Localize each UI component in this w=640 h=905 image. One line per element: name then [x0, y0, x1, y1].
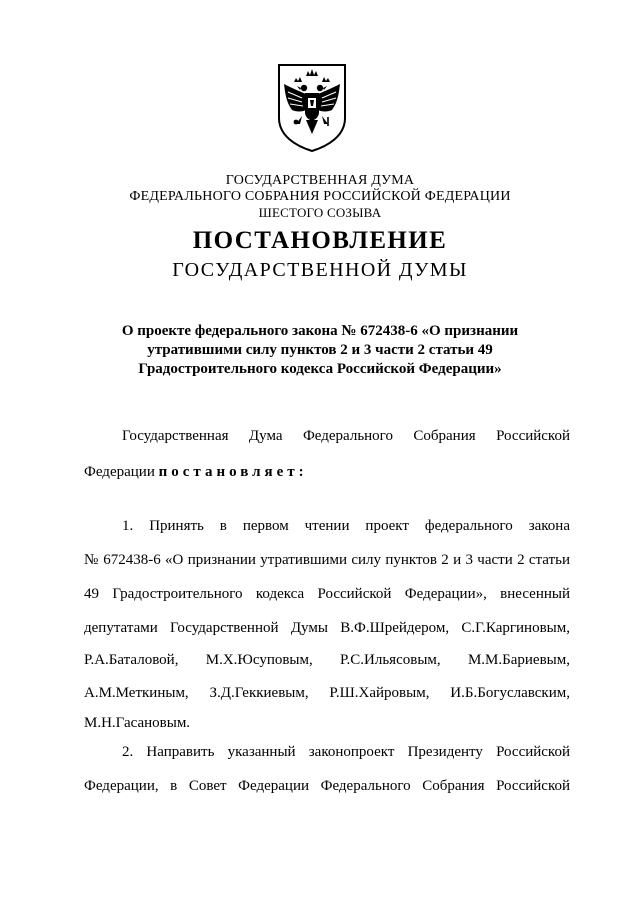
document-title: ПОСТАНОВЛЕНИЕ [192, 227, 448, 254]
bill-title-line-1: О проекте федерального закона № 672438-6 «О признании [121, 323, 519, 339]
item1-line-6: А.М.Меткиным, З.Д.Геккиевым, Р.Ш.Хайровым, И.Б.Богуславским, [84, 685, 570, 701]
preamble-line-2-text: Федерации [84, 464, 159, 480]
header-line-1: ГОСУДАРСТВЕННАЯ ДУМА [225, 173, 415, 188]
preamble-resolves: постановляет: [158, 464, 308, 480]
item1-line-1: 1. Принять в первом чтении проект федерального закона [122, 518, 570, 534]
bill-title-line-2: утратившими силу пунктов 2 и 3 части 2 статьи 49 [147, 342, 493, 358]
item1-line-4: депутатами Государственной Думы В.Ф.Шрейдером, С.Г.Каргиновым, [84, 620, 570, 636]
item2-line-1: 2. Направить указанный законопроект Президенту Российской [122, 744, 570, 760]
item1-line-7: М.Н.Гасановым. [84, 715, 191, 731]
coat-of-arms-emblem [276, 62, 348, 154]
preamble-line-1: Государственная Дума Федерального Собрания Российской [122, 428, 570, 444]
header-line-2: ФЕДЕРАЛЬНОГО СОБРАНИЯ РОССИЙСКОЙ ФЕДЕРАЦИИ [129, 189, 511, 204]
item1-line-5: Р.А.Баталовой, М.Х.Юсуповым, Р.С.Ильясовым, М.М.Бариевым, [84, 652, 570, 668]
bill-title-line-3: Градостроительного кодекса Российской Федерации» [138, 361, 502, 377]
item1-line-3: 49 Градостроительного кодекса Российской Федерации», внесенный [84, 586, 570, 602]
item2-line-2: Федерации, в Совет Федерации Федерального Собрания Российской [84, 778, 570, 794]
bill-title [0, 322, 640, 379]
item1-line-2: № 672438-6 «О признании утратившими силу пунктов 2 и 3 части 2 статьи [84, 552, 570, 568]
header-line-3: ШЕСТОГО СОЗЫВА [258, 205, 382, 220]
document-subtitle: ГОСУДАРСТВЕННОЙ ДУМЫ [172, 259, 468, 281]
preamble-line-2 [84, 463, 570, 481]
